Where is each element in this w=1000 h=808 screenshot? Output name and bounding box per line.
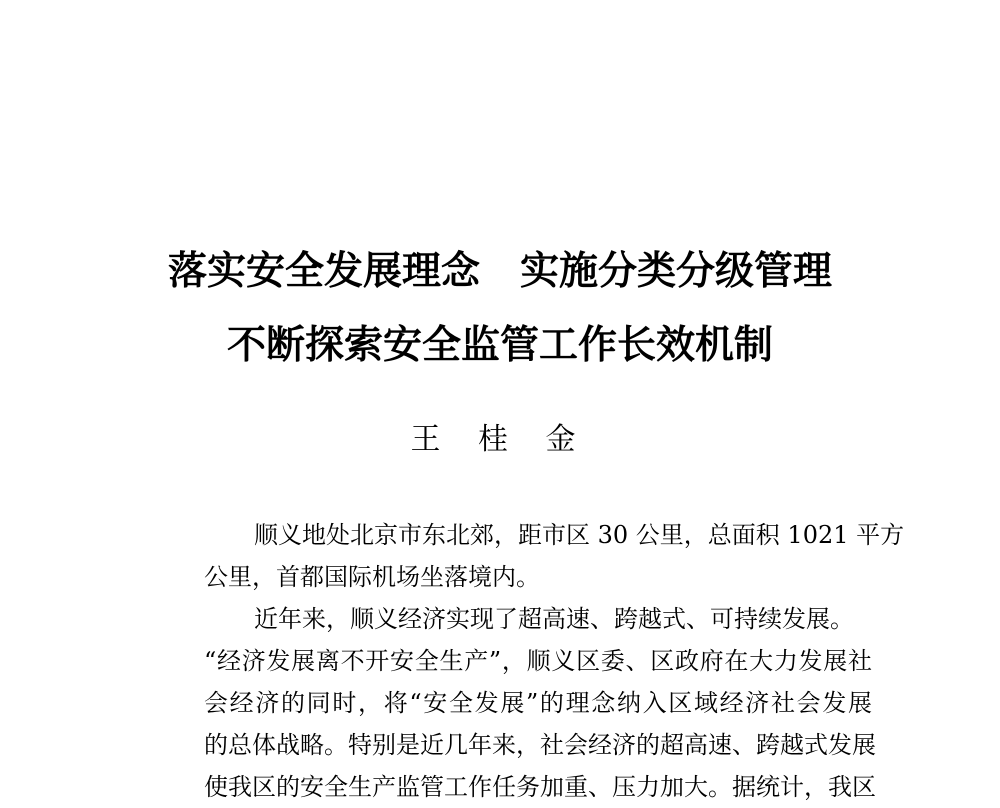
paragraph-line: 顺义地处北京市东北郊，距市区 30 公里，总面积 1021 平方 — [254, 521, 905, 549]
body-text — [152, 514, 905, 808]
title-line-2: 不断探索安全监管工作长效机制 — [226, 323, 773, 368]
paragraph-line: “经济发展离不开安全生产”，顺义区委、区政府在大力发展社 — [204, 647, 872, 675]
paragraph-line: 会经济的同时，将“安全发展”的理念纳入区域经济社会发展 — [204, 689, 872, 717]
author-name: 王 桂 金 — [410, 422, 590, 457]
title-line-1 — [0, 246, 1000, 298]
paragraph-2 — [152, 598, 876, 808]
paragraph-line: 公里，首都国际机场坐落境内。 — [204, 563, 540, 591]
paragraph-1 — [152, 514, 905, 598]
paragraph-line: 的总体战略。特别是近几年来，社会经济的超高速、跨越式发展 — [204, 731, 876, 759]
title-line-1-part-2: 实施分类分级管理 — [520, 249, 833, 294]
paragraph-line: 近年来，顺义经济实现了超高速、跨越式、可持续发展。 — [254, 605, 854, 633]
paragraph-line: 使我区的安全生产监管工作任务加重、压力加大。据统计，我区 — [204, 773, 876, 801]
title-line-1-part-1: 落实安全发展理念 — [167, 249, 480, 294]
